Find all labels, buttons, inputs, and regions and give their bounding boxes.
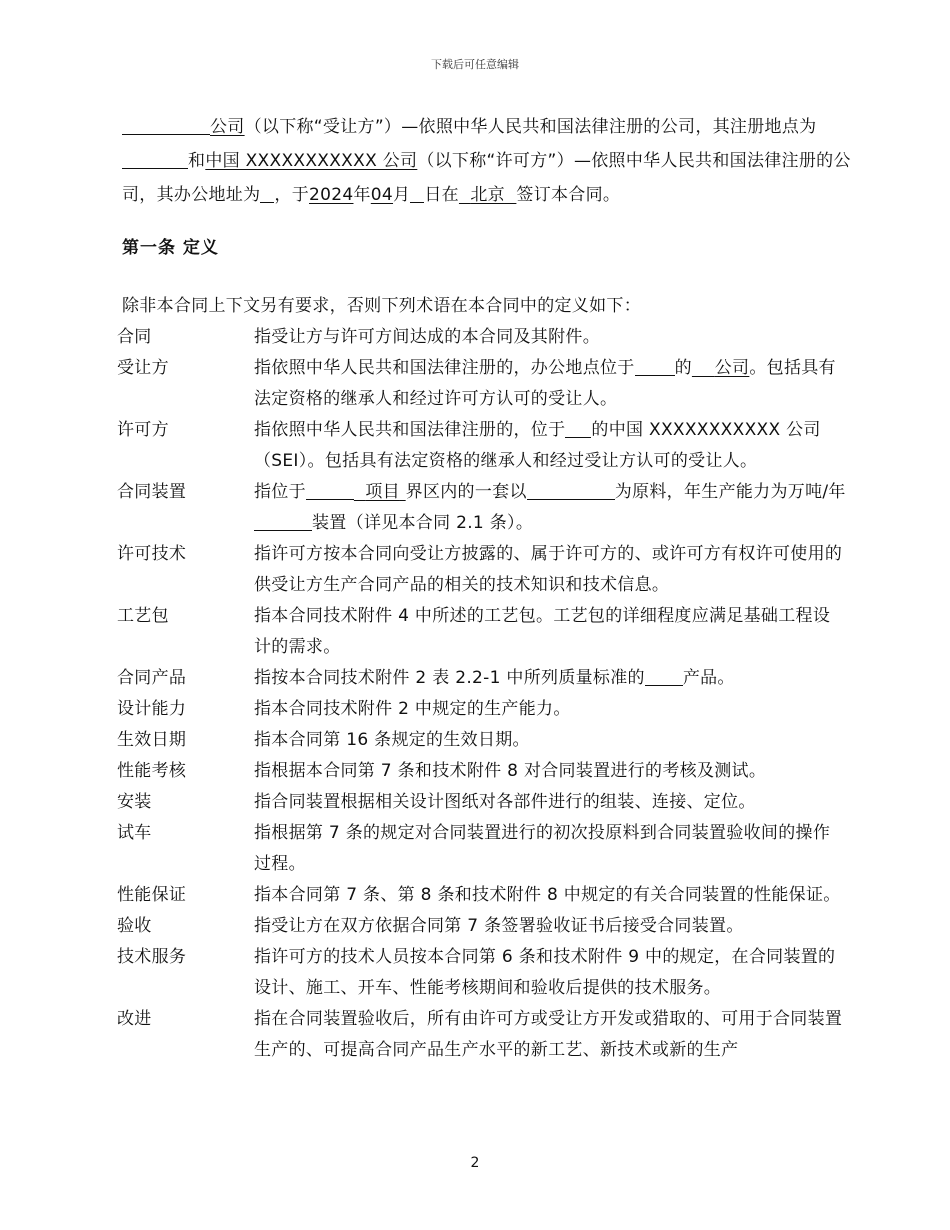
- blank-field: [306, 481, 354, 500]
- blank-registered-address: [122, 150, 188, 169]
- preamble-and: 和: [188, 151, 206, 171]
- definitions-lead: 除非本合同上下文另有要求，否则下列术语在本合同中的定义如下：: [122, 296, 641, 316]
- underlined-project: 项目: [365, 482, 400, 502]
- year-unit: 年: [353, 185, 371, 205]
- signing-place: 北京: [470, 185, 505, 205]
- definition-term: 合同: [117, 327, 152, 347]
- definition-term: 合同装置: [117, 482, 187, 502]
- definition-row: [117, 601, 847, 663]
- blank-field: [565, 419, 591, 438]
- definition-text: 指受让方与许可方间达成的本合同及其附件。: [254, 327, 600, 347]
- page-header: 下载后可任意编辑: [431, 58, 519, 71]
- article-heading: 第一条 定义: [122, 238, 219, 258]
- definition-text: 指按本合同技术附件 2 表 2.2-1 中所列质量标准的 产品。: [254, 668, 735, 688]
- definition-row: [117, 787, 847, 818]
- preamble-text-2: （以下称“许可方”）—依照中华人民共和国法律注册的公司，其办公地址为: [122, 151, 851, 205]
- definition-term: 性能保证: [117, 885, 187, 905]
- definition-term: 许可方: [117, 420, 169, 440]
- definition-text: 指本合同技术附件 4 中所述的工艺包。工艺包的详细程度应满足基础工程设计的需求。: [254, 606, 831, 657]
- definition-row: [117, 322, 847, 353]
- contract-preamble: [122, 110, 867, 212]
- definition-text: 指依照中华人民共和国法律注册的，办公地点位于 的 公司。包括具有法定资格的继承人和经过许可方认可的受让人。: [254, 358, 836, 409]
- underlined-company: 公司: [714, 358, 750, 378]
- definition-row: [117, 818, 847, 880]
- blank-field: [527, 481, 615, 500]
- definition-row: [117, 477, 847, 539]
- definition-text: 指本合同第 7 条、第 8 条和技术附件 8 中规定的有关合同装置的性能保证。: [254, 885, 841, 905]
- definition-text: 指本合同技术附件 2 中规定的生产能力。: [254, 699, 571, 719]
- definition-text: 指根据本合同第 7 条和技术附件 8 对合同装置进行的考核及测试。: [254, 761, 767, 781]
- signing-month: 04: [370, 185, 394, 205]
- definition-row: [117, 1004, 847, 1066]
- signing-year: 2024: [309, 185, 354, 205]
- blank-transferee-name: [122, 116, 210, 135]
- definition-row: [117, 756, 847, 787]
- signing-text: 签订本合同。: [516, 185, 621, 205]
- definition-row: [117, 880, 847, 911]
- definition-text: 指根据第 7 条的规定对合同装置进行的初次投原料到合同装置验收间的操作过程。: [254, 823, 831, 874]
- definition-row: [117, 911, 847, 942]
- definition-term: 生效日期: [117, 730, 187, 750]
- definition-term: 性能考核: [117, 761, 187, 781]
- definition-term: 验收: [117, 916, 152, 936]
- preamble-text-1: （以下称“受让方”）—依照中华人民共和国法律注册的公司，其注册地点为: [244, 117, 817, 137]
- definition-term: 许可技术: [117, 544, 187, 564]
- page-number: 2: [470, 1155, 480, 1171]
- definition-term: 改进: [117, 1009, 152, 1029]
- definition-row: [117, 725, 847, 756]
- definition-text: 指合同装置根据相关设计图纸对各部件进行的组装、连接、定位。: [254, 792, 756, 812]
- definition-text: 指本合同第 16 条规定的生效日期。: [254, 730, 530, 750]
- blank-field: [254, 512, 312, 531]
- definition-term: 受让方: [117, 358, 169, 378]
- definition-row: [117, 539, 847, 601]
- definition-row: [117, 694, 847, 725]
- definition-term: 试车: [117, 823, 152, 843]
- preamble-text-3: ，于: [274, 185, 310, 205]
- definition-term: 设计能力: [117, 699, 187, 719]
- definition-text: 指许可方的技术人员按本合同第 6 条和技术附件 9 中的规定，在合同装置的设计、施工、开车、性能考核期间和验收后提供的技术服务。: [254, 947, 836, 998]
- definition-text: 指受让方在双方依据合同第 7 条签署验收证书后接受合同装置。: [254, 916, 744, 936]
- blank-field: [645, 667, 683, 686]
- definition-row: [117, 353, 847, 415]
- blank-signing-day: [410, 184, 424, 203]
- blank-field: [635, 357, 675, 376]
- definition-text: 指依照中华人民共和国法律注册的，位于 的中国 XXXXXXXXXXX 公司（SEI）。包括具有法定资格的继承人和经过受让方认可的受让人。: [254, 420, 821, 471]
- definition-text: 指位于 项目 界区内的一套以 为原料，年生产能力为万吨/年装置（详见本合同 2.1 条）。: [254, 482, 846, 533]
- definition-row: [117, 942, 847, 1004]
- definition-term: 技术服务: [117, 947, 187, 967]
- definition-text: 指在合同装置验收后，所有由许可方或受让方开发或猎取的、可用于合同装置生产的、可提高合同产品生产水平的新工艺、新技术或新的生产: [254, 1009, 843, 1060]
- month-unit: 月: [393, 185, 411, 205]
- definition-term: 工艺包: [117, 606, 169, 626]
- definition-term: 安装: [117, 792, 152, 812]
- definition-term: 合同产品: [117, 668, 187, 688]
- definitions-list: [117, 322, 847, 1066]
- licensor-name: 中国 XXXXXXXXXXX 公司: [205, 151, 418, 171]
- company-suffix: 公司: [210, 117, 245, 137]
- definition-row: [117, 663, 847, 694]
- blank-office-address: [260, 184, 274, 203]
- day-unit: 日在: [424, 185, 459, 205]
- definition-text: 指许可方按本合同向受让方披露的、属于许可方的、或许可方有权许可使用的供受让方生产合同产品的相关的技术知识和技术信息。: [254, 544, 843, 595]
- definition-row: [117, 415, 847, 477]
